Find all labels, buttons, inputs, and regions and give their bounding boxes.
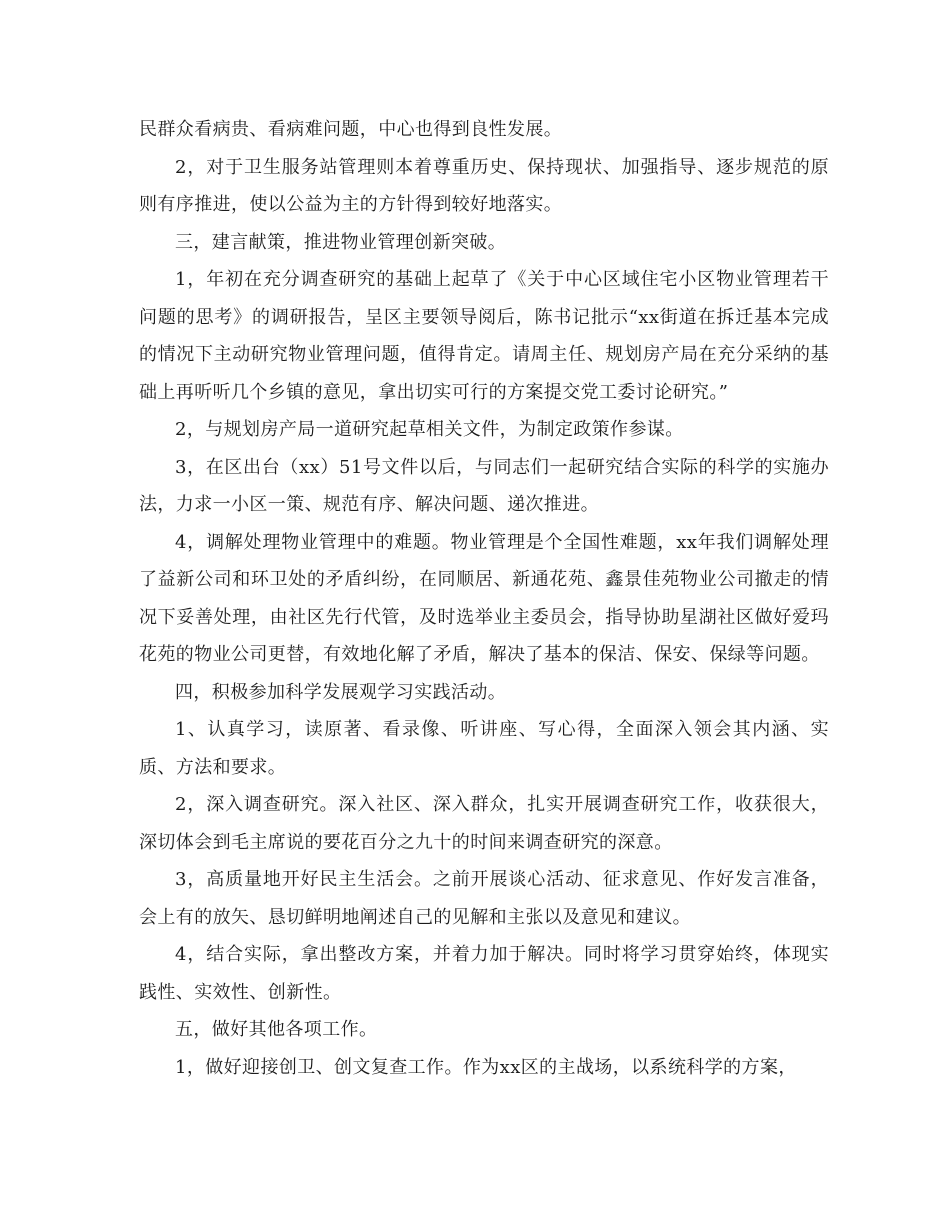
paragraph-item-4-mediation: 4，调解处理物业管理中的难题。物业管理是个全国性难题，xx年我们调解处理了益新公司和环卫处的矛盾纠纷，在同顺居、新通花苑、鑫景佳苑物业公司撤走的情况下妥善处理，由社区先行代管，及时选举业主委员会，指导协助星湖社区做好爱玛花苑的物业公司更替，有效地化解了矛盾，解决了基本的保洁、保安、保绿等问题。	[139, 531, 829, 665]
section-heading-5: 五，做好其他各项工作。	[175, 1019, 378, 1040]
paragraph-item-1-inspection: 1，做好迎接创卫、创文复查工作。作为xx区的主战场，以系统科学的方案，	[175, 1056, 797, 1078]
paragraph-item-1-study: 1、认真学习，读原著、看录像、听讲座、写心得，全面深入领会其内涵、实质、方法和要求。	[139, 719, 829, 778]
paragraph-item-3-implementation: 3，在区出台（xx）51号文件以后，与同志们一起研究结合实际的科学的实施办法，力求一小区一策、规范有序、解决问题、递次推进。	[139, 456, 829, 515]
paragraph-item-2-policy-drafting: 2，与规划房产局一道研究起草相关文件，为制定政策作参谋。	[175, 419, 684, 440]
document-body	[139, 111, 829, 1086]
paragraph-item-2-investigation: 2，深入调查研究。深入社区、深入群众，扎实开展调查研究工作，收获很大，深切体会到毛主席说的要花百分之九十的时间来调查研究的深意。	[139, 794, 829, 853]
paragraph-item-1-research-report: 1，年初在充分调查研究的基础上起草了《关于中心区域住宅小区物业管理若干问题的思考》的调研报告，呈区主要领导阅后，陈书记批示“xx街道在拆迁基本完成的情况下主动研究物业管理问题，值得肯定。请周主任、规划房产局在充分采纳的基础上再听听几个乡镇的意见，拿出切实可行的方案提交党工委讨论研究。”	[139, 269, 829, 403]
paragraph-item-2-health-stations: 2，对于卫生服务站管理则本着尊重历史、保持现状、加强指导、逐步规范的原则有序推进，使以公益为主的方针得到较好地落实。	[139, 156, 829, 215]
section-heading-4: 四，积极参加科学发展观学习实践活动。	[175, 681, 507, 703]
paragraph-continuation: 民群众看病贵、看病难问题，中心也得到良性发展。	[139, 119, 563, 140]
paragraph-item-3-democratic-meeting: 3，高质量地开好民主生活会。之前开展谈心活动、征求意见、作好发言准备，会上有的放矢、恳切鲜明地阐述自己的见解和主张以及意见和建议。	[139, 869, 829, 928]
section-heading-3: 三，建言献策，推进物业管理创新突破。	[175, 231, 507, 253]
paragraph-item-4-rectification: 4，结合实际，拿出整改方案，并着力加于解决。同时将学习贯穿始终，体现实践性、实效性、创新性。	[139, 944, 829, 1003]
